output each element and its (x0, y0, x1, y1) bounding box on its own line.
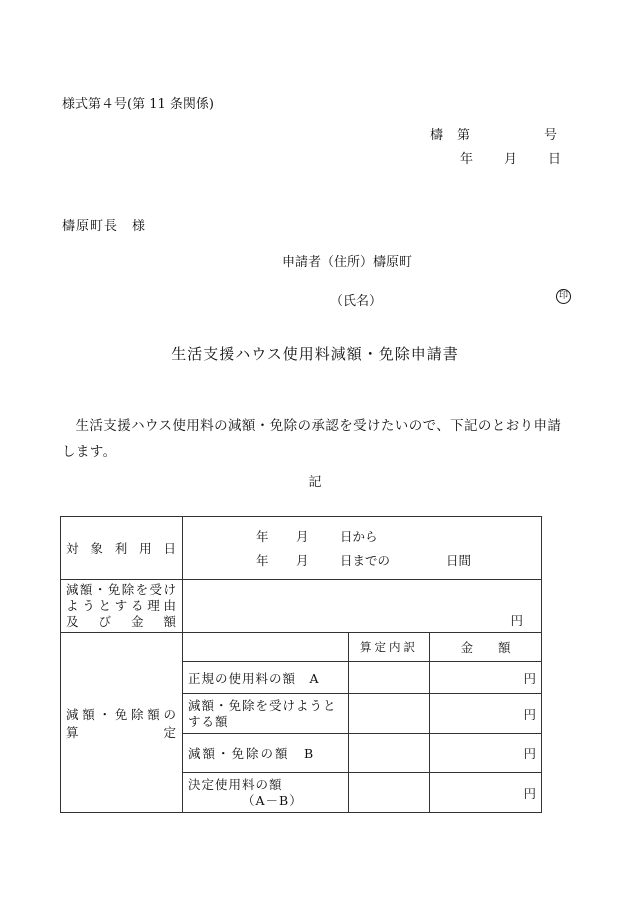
reason-field[interactable] (183, 580, 542, 633)
ref-prefix: 檮 (430, 128, 444, 143)
seal-mark: 印 (556, 289, 571, 304)
date-day: 日 (548, 152, 562, 167)
reason-label-line: ようとする理由 (66, 598, 177, 613)
body-text: 生活支援ハウス使用料の減額・免除の承認を受けたいので、下記のとおり申請します。 (62, 418, 562, 460)
calc-row-label-line: 減額・免除を受けようと (188, 697, 337, 713)
amount-field[interactable]: 円 (430, 694, 542, 734)
breakdown-field[interactable] (349, 694, 430, 734)
applicant-address-label: 申請者（住所）檮原町 (282, 255, 413, 270)
reason-label-line: 及 び 金 額 (66, 614, 177, 629)
applicant-name-label: （氏名） (330, 294, 383, 309)
reason-label (61, 580, 183, 633)
target-period-row (61, 517, 542, 580)
period-from-suffix: 日から (340, 529, 378, 544)
reason-label-line: 減額・免除を受け (66, 582, 177, 597)
form-number: 様式第４号(第 11 条関係) (62, 97, 214, 112)
calc-row-label: 正規の使用料の額 A (183, 662, 349, 694)
calc-header-row (61, 633, 542, 662)
date-month: 月 (504, 152, 518, 167)
calc-row-label-line: する額 (188, 713, 229, 729)
period-from-month: 月 (296, 529, 309, 544)
calc-label-line: 算 定 (66, 724, 177, 740)
ref-go: 号 (544, 128, 558, 143)
amount-field[interactable]: 円 (430, 662, 542, 694)
calc-label (61, 633, 183, 813)
amount-field[interactable]: 円 (430, 734, 542, 773)
ref-dai: 第 (457, 128, 471, 143)
period-days: 日間 (446, 553, 472, 568)
reason-row (61, 580, 542, 633)
calc-row-label-line: 決定使用料の額 (188, 776, 283, 792)
target-period-field[interactable] (183, 517, 542, 580)
period-to-year: 年 (256, 553, 269, 568)
ki-heading: 記 (308, 475, 322, 490)
breakdown-header: 算定内訳 (349, 633, 430, 662)
application-table (60, 516, 542, 813)
reference-number (430, 124, 557, 143)
breakdown-field[interactable] (349, 734, 430, 773)
period-to-month: 月 (296, 553, 309, 568)
period-from-year: 年 (256, 529, 269, 544)
calc-row-label: 減額・免除の額 B (183, 734, 349, 773)
application-date (460, 148, 561, 167)
amount-header: 金 額 (430, 633, 542, 662)
calc-row-label (183, 694, 349, 734)
calc-row-label (183, 773, 349, 813)
addressee: 檮原町長 様 (62, 219, 147, 234)
reason-yen: 円 (510, 613, 524, 628)
period-to-suffix: 日までの (340, 553, 391, 568)
date-year: 年 (460, 152, 474, 167)
target-period-label: 対象利用日 (61, 517, 183, 580)
amount-field[interactable]: 円 (430, 773, 542, 813)
breakdown-field[interactable] (349, 662, 430, 694)
calc-row-label-line: （A－B） (242, 792, 303, 808)
breakdown-field[interactable] (349, 773, 430, 813)
blank-header-cell (183, 633, 349, 662)
calc-label-line: 減額・免除額の (66, 706, 177, 722)
document-title: 生活支援ハウス使用料減額・免除申請書 (171, 345, 459, 363)
